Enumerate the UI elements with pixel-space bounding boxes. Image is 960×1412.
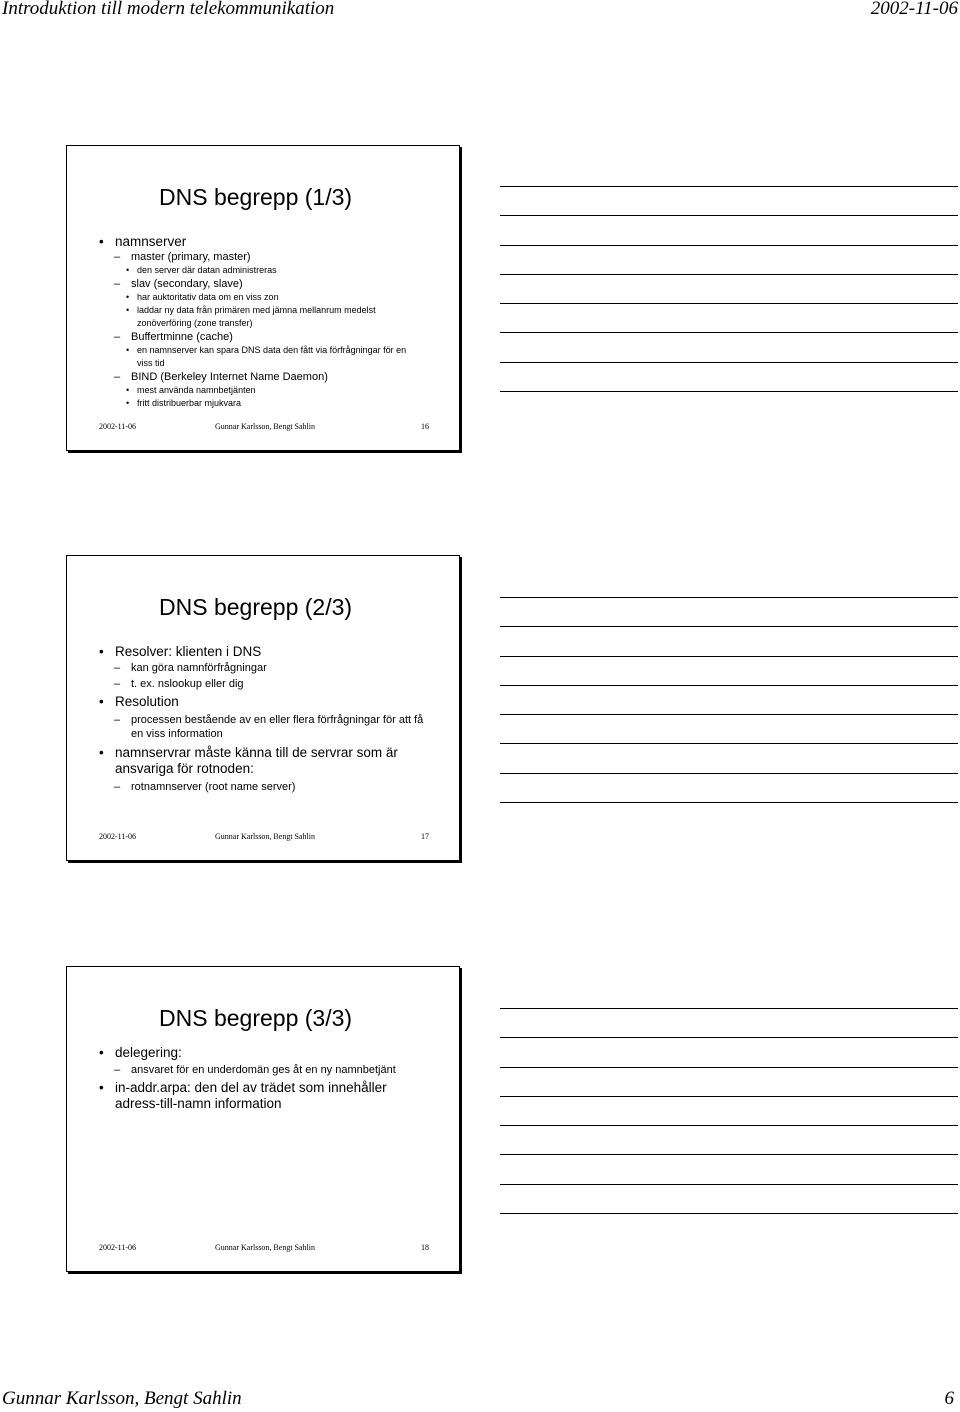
- slide-body: [99, 232, 449, 410]
- bullet-item: – ansvaret för en underdomän ges åt en ny namnbetjänt: [114, 1064, 396, 1076]
- bullet-item: – slav (secondary, slave): [114, 278, 243, 290]
- slide-body: [99, 1043, 449, 1112]
- slide-authors: Gunnar Karlsson, Bengt Sahlin: [215, 1243, 315, 1252]
- note-line: [500, 362, 958, 363]
- note-line: [500, 1008, 958, 1009]
- note-line: [500, 303, 958, 304]
- slide-number: 17: [421, 832, 429, 841]
- note-line: [500, 332, 958, 333]
- bullet-item: • har auktoritativ data om en viss zon: [126, 292, 279, 302]
- slide-date: 2002-11-06: [99, 422, 137, 431]
- note-line: [500, 1067, 958, 1068]
- document-authors: Gunnar Karlsson, Bengt Sahlin: [2, 1388, 242, 1409]
- slide-title: DNS begrepp (2/3): [159, 594, 353, 620]
- slide-title: DNS begrepp (1/3): [159, 184, 353, 210]
- bullet-item: • Resolution: [99, 694, 179, 709]
- bullet-item: • namnservrar måste känna till de servrar som är ansvariga för rotnoden:: [99, 745, 398, 776]
- note-line: [500, 685, 958, 686]
- note-line: [500, 714, 958, 715]
- page-number: 6: [944, 1388, 954, 1409]
- bullet-item: • den server där datan administreras: [126, 265, 277, 275]
- bullet-item: • fritt distribuerbar mjukvara: [126, 398, 242, 408]
- note-line: [500, 391, 958, 392]
- bullet-item: • en namnserver kan spara DNS data den fått via förfrågningar för en viss tid: [126, 345, 407, 368]
- note-line: [500, 186, 958, 187]
- note-line: [500, 1125, 958, 1126]
- bullet-item: • Resolver: klienten i DNS: [99, 644, 262, 659]
- bullet-item: – Buffertminne (cache): [114, 331, 233, 343]
- slide-date: 2002-11-06: [99, 832, 137, 841]
- bullet-item: – processen bestående av en eller flera förfrågningar för att få en viss information: [114, 714, 424, 740]
- note-line: [500, 245, 958, 246]
- document-title: Introduktion till modern telekommunikation: [2, 0, 335, 19]
- slide-18: [66, 966, 460, 1272]
- bullet-item: – kan göra namnförfrågningar: [114, 662, 267, 674]
- slide-title: DNS begrepp (3/3): [159, 1005, 353, 1031]
- bullet-item: • delegering:: [99, 1045, 182, 1060]
- bullet-item: • in-addr.arpa: den del av trädet som innehåller adress-till-namn information: [99, 1080, 387, 1111]
- note-line: [500, 1154, 958, 1155]
- note-line: [500, 802, 958, 803]
- bullet-item: – t. ex. nslookup eller dig: [114, 678, 244, 690]
- bullet-item: – master (primary, master): [114, 251, 251, 263]
- note-line: [500, 1184, 958, 1185]
- slide-authors: Gunnar Karlsson, Bengt Sahlin: [215, 422, 315, 431]
- note-line: [500, 656, 958, 657]
- bullet-item: • laddar ny data från primären med jämna mellanrum medelst zonöverföring (zone transfer): [126, 305, 376, 328]
- note-line: [500, 1037, 958, 1038]
- notes-lines-16: [500, 186, 958, 420]
- bullet-item: • mest använda namnbetjänten: [126, 385, 256, 395]
- note-line: [500, 215, 958, 216]
- note-line: [500, 274, 958, 275]
- slide-body: [99, 642, 449, 794]
- slide-17: [66, 555, 460, 861]
- note-line: [500, 1096, 958, 1097]
- bullet-item: • namnserver: [99, 234, 187, 249]
- notes-lines-17: [500, 597, 958, 831]
- slide-date: 2002-11-06: [99, 1243, 137, 1252]
- document-date: 2002-11-06: [870, 0, 958, 19]
- bullet-item: – rotnamnserver (root name server): [114, 781, 296, 793]
- slide-number: 18: [421, 1243, 429, 1252]
- slide-16: [66, 145, 460, 451]
- note-line: [500, 597, 958, 598]
- note-line: [500, 626, 958, 627]
- bullet-item: – BIND (Berkeley Internet Name Daemon): [114, 371, 328, 383]
- notes-lines-18: [500, 1008, 958, 1242]
- slide-number: 16: [421, 422, 429, 431]
- note-line: [500, 1213, 958, 1214]
- note-line: [500, 743, 958, 744]
- note-line: [500, 773, 958, 774]
- slide-authors: Gunnar Karlsson, Bengt Sahlin: [215, 832, 315, 841]
